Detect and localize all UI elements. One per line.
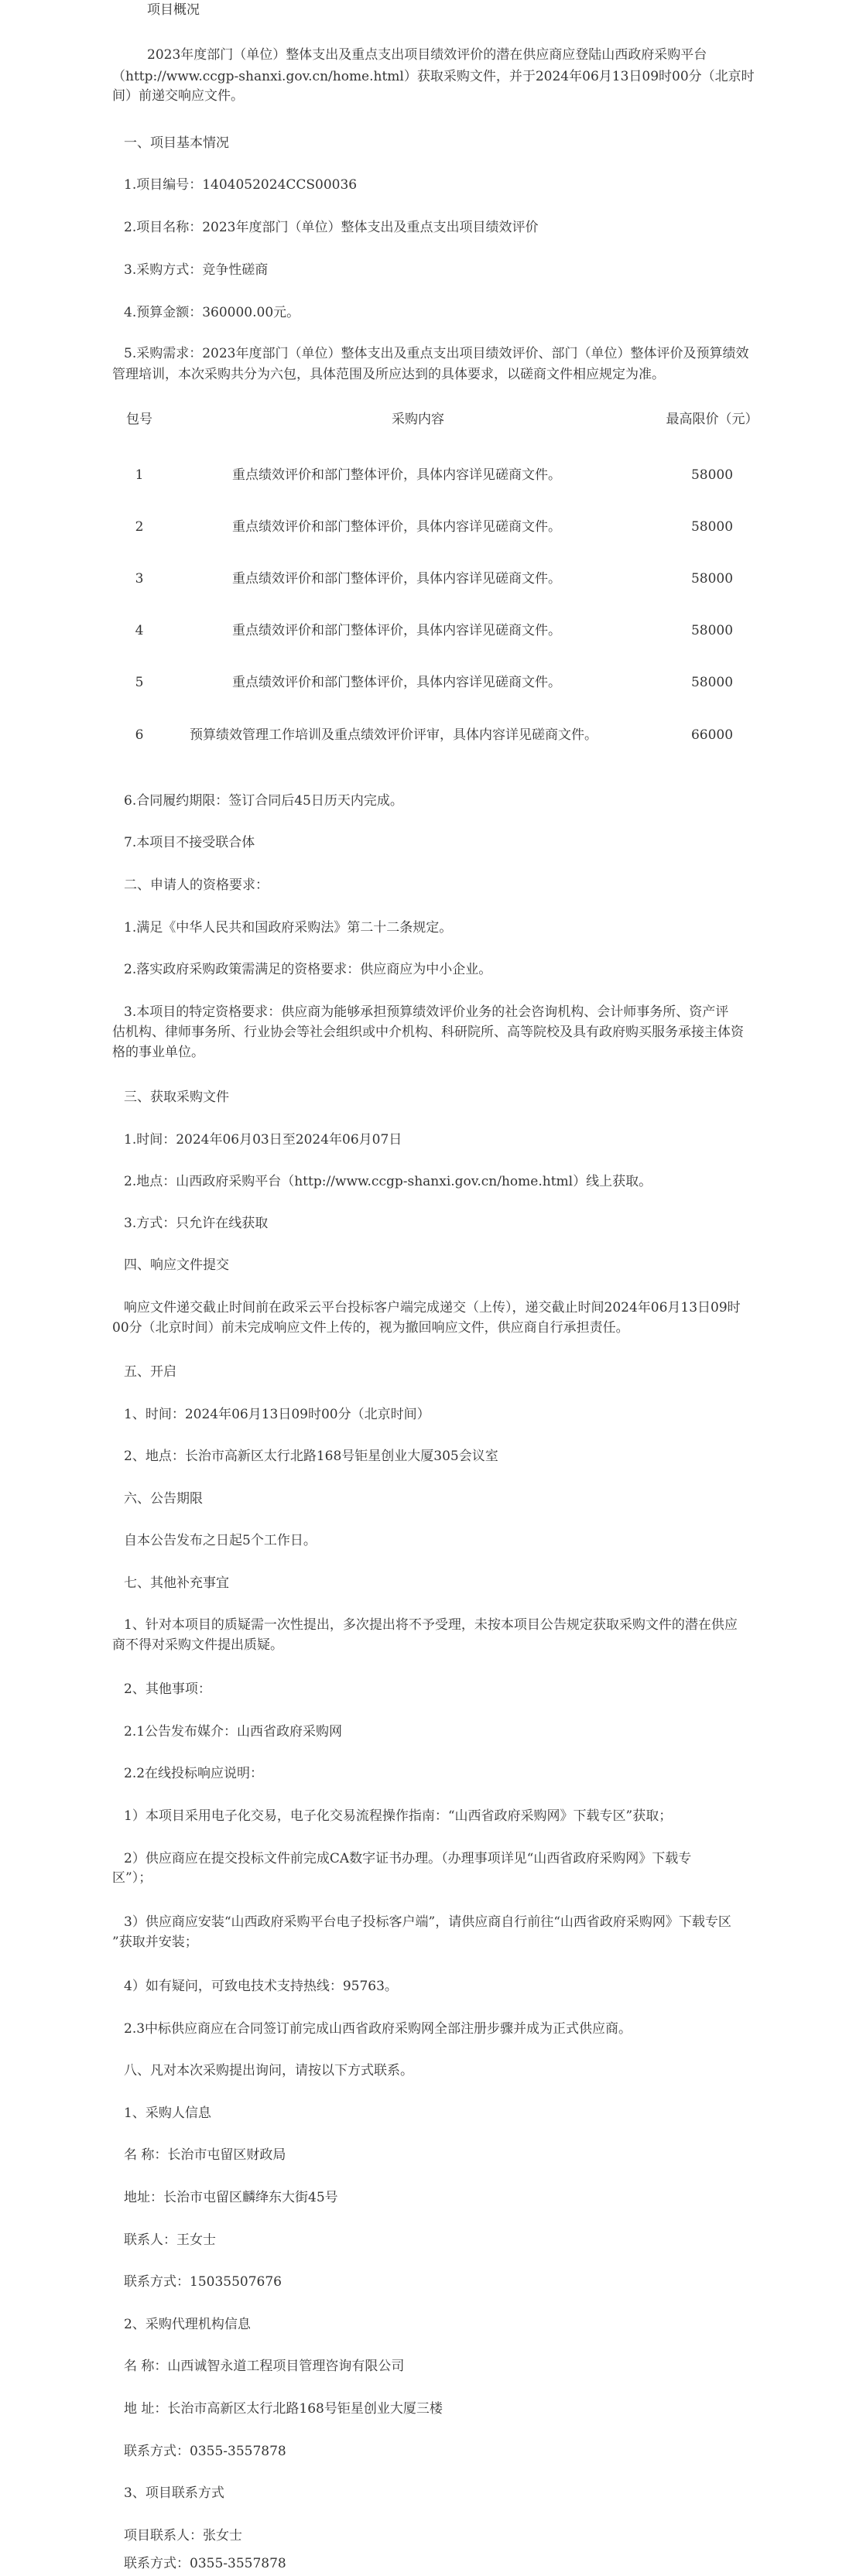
project-contact-phone: 联系方式：0355-3557878	[124, 2556, 286, 2571]
agent-name: 名 称：山西诚智永道工程项目管理咨询有限公司	[124, 2359, 405, 2374]
table-cell-lot: 2	[135, 519, 144, 535]
project-name: 2.项目名称：2023年度部门（单位）整体支出及重点支出项目绩效评价	[124, 220, 539, 235]
obtain-time: 1.时间：2024年06月03日至2024年06月07日	[124, 1132, 402, 1148]
overview-text-line3: 间）前递交响应文件。	[112, 88, 244, 104]
budget-amount: 4.预算金额：360000.00元。	[124, 305, 300, 320]
qualification-item1: 1.满足《中华人民共和国政府采购法》第二十二条规定。	[124, 920, 453, 936]
online-bidding-sub3-line1: 3）供应商应安装“山西政府采购平台电子投标客户端”，请供应商自行前往“山西省政府采购网》下载专区	[124, 1914, 731, 1930]
objection-line1: 1、针对本项目的质疑需一次性提出，多次提出将不予受理，未按本项目公告规定获取采购文件的潜在供应	[124, 1617, 738, 1633]
buyer-heading: 1、采购人信息	[124, 2106, 211, 2121]
objection-line2: 商不得对采购文件提出质疑。	[112, 1637, 283, 1653]
qualification-item2: 2.落实政府采购政策需满足的资格要求：供应商应为中小企业。	[124, 962, 492, 977]
section7-heading: 七、其他补充事宜	[124, 1575, 229, 1591]
opening-location: 2、地点：长治市高新区太行北路168号钜星创业大厦305会议室	[124, 1449, 498, 1464]
submission-text-line2: 00分（北京时间）前未完成响应文件上传的，视为撤回响应文件，供应商自行承担责任。	[112, 1320, 629, 1336]
section5-heading: 五、开启	[124, 1364, 176, 1380]
online-bidding-note: 2.2在线投标响应说明：	[124, 1766, 264, 1781]
online-bidding-sub1: 1）本项目采用电子化交易，电子化交易流程操作指南：“山西省政府采购网》下载专区”获取；	[124, 1808, 673, 1824]
section4-heading: 四、响应文件提交	[124, 1257, 229, 1273]
project-contact-heading: 3、项目联系方式	[124, 2485, 224, 2501]
buyer-phone: 联系方式：15035507676	[124, 2274, 282, 2290]
publication-media: 2.1公告发布媒介：山西省政府采购网	[124, 1724, 343, 1740]
online-bidding-sub4: 4）如有疑问，可致电技术支持热线：95763。	[124, 1979, 398, 1994]
buyer-name: 名 称：长治市屯留区财政局	[124, 2147, 286, 2163]
table-cell-content: 重点绩效评价和部门整体评价，具体内容详见磋商文件。	[232, 519, 561, 535]
table-cell-price: 66000	[690, 727, 734, 743]
agent-address: 地 址：长治市高新区太行北路168号钜星创业大厦三楼	[124, 2401, 443, 2417]
table-cell-content: 重点绩效评价和部门整体评价，具体内容详见磋商文件。	[232, 675, 561, 690]
buyer-address: 地址：长治市屯留区麟绛东大街45号	[124, 2190, 338, 2205]
section1-heading: 一、项目基本情况	[124, 135, 229, 151]
online-bidding-sub2-line1: 2）供应商应在提交投标文件前完成CA数字证书办理。（办理事项详见“山西省政府采购网》下载专	[124, 1851, 692, 1866]
qualification-item3-line1: 3.本项目的特定资格要求：供应商为能够承担预算绩效评价业务的社会咨询机构、会计师事务所、资产评	[124, 1004, 729, 1020]
no-consortium: 7.本项目不接受联合体	[124, 835, 255, 850]
section6-heading: 六、公告期限	[124, 1491, 203, 1507]
table-cell-lot: 3	[135, 571, 144, 587]
section8-heading: 八、凡对本次采购提出询问，请按以下方式联系。	[124, 2063, 413, 2078]
table-header-lot: 包号	[126, 412, 152, 427]
table-cell-price: 58000	[690, 675, 734, 690]
qualification-item3-line3: 格的事业单位。	[112, 1045, 204, 1060]
table-cell-price: 58000	[690, 571, 734, 587]
table-header-price: 最高限价（元）	[666, 412, 759, 427]
online-bidding-sub2-line2: 区”）；	[112, 1870, 152, 1886]
overview-text-line2: （http://www.ccgp-shanxi.gov.cn/home.html）获取采购文件，并于2024年06月13日09时00分（北京时	[112, 69, 755, 84]
other-matters: 2、其他事项：	[124, 1681, 211, 1697]
table-cell-content: 重点绩效评价和部门整体评价，具体内容详见磋商文件。	[232, 571, 561, 587]
procurement-requirement-line2: 管理培训，本次采购共分为六包，具体范围及所应达到的具体要求，以磋商文件相应规定为准。	[112, 367, 665, 382]
agent-phone: 联系方式：0355-3557878	[124, 2444, 286, 2459]
project-number: 1.项目编号：1404052024CCS00036	[124, 177, 358, 193]
table-cell-content: 重点绩效评价和部门整体评价，具体内容详见磋商文件。	[232, 623, 561, 638]
obtain-location: 2.地点：山西政府采购平台（http://www.ccgp-shanxi.gov.cn/home.html）线上获取。	[124, 1174, 652, 1189]
table-cell-price: 58000	[690, 467, 734, 483]
buyer-contact: 联系人：王女士	[124, 2232, 216, 2248]
registration-note: 2.3中标供应商应在合同签订前完成山西省政府采购网全部注册步骤并成为正式供应商。	[124, 2021, 632, 2037]
table-cell-content: 预算绩效管理工作培训及重点绩效评价评审，具体内容详见磋商文件。	[190, 727, 598, 743]
table-cell-lot: 6	[135, 727, 144, 743]
overview-text-line1: 2023年度部门（单位）整体支出及重点支出项目绩效评价的潜在供应商应登陆山西政府采购平台	[147, 47, 707, 63]
project-contact-person: 项目联系人：张女士	[124, 2528, 242, 2544]
announcement-period: 自本公告发布之日起5个工作日。	[124, 1533, 317, 1548]
table-header-content: 采购内容	[392, 412, 444, 427]
contract-period: 6.合同履约期限：签订合同后45日历天内完成。	[124, 793, 403, 809]
submission-text-line1: 响应文件递交截止时间前在政采云平台投标客户端完成递交（上传），递交截止时间2024年06月13日09时	[124, 1300, 741, 1315]
procurement-method: 3.采购方式：竞争性磋商	[124, 262, 269, 278]
table-cell-lot: 4	[135, 623, 144, 638]
section3-heading: 三、获取采购文件	[124, 1090, 229, 1105]
table-cell-content: 重点绩效评价和部门整体评价，具体内容详见磋商文件。	[232, 467, 561, 483]
opening-time: 1、时间：2024年06月13日09时00分（北京时间）	[124, 1407, 430, 1422]
obtain-method: 3.方式：只允许在线获取	[124, 1216, 269, 1231]
table-cell-lot: 5	[135, 675, 144, 690]
section2-heading: 二、申请人的资格要求：	[124, 877, 269, 893]
agent-heading: 2、采购代理机构信息	[124, 2317, 251, 2332]
table-cell-price: 58000	[690, 623, 734, 638]
table-cell-price: 58000	[690, 519, 734, 535]
table-cell-lot: 1	[135, 467, 144, 483]
online-bidding-sub3-line2: ”获取并安装；	[112, 1935, 198, 1950]
procurement-requirement-line1: 5.采购需求：2023年度部门（单位）整体支出及重点支出项目绩效评价、部门（单位）整体评价及预算绩效	[124, 346, 749, 361]
overview-heading: 项目概况	[147, 2, 200, 18]
qualification-item3-line2: 估机构、律师事务所、行业协会等社会组织或中介机构、科研院所、高等院校及具有政府购买服务承接主体资	[112, 1025, 744, 1040]
